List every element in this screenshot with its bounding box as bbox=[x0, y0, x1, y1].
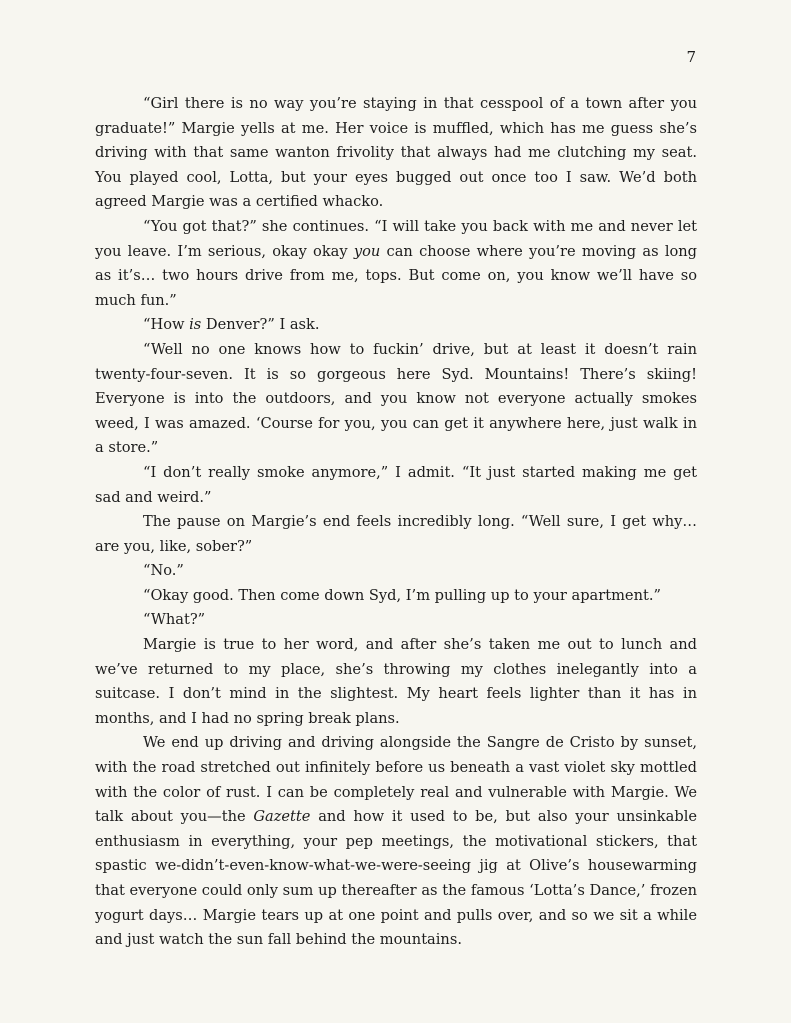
paragraph-text: can choose where you’re moving as long as it’s… two hours drive from me, tops. But come on, you know we’ll have so much fun.” bbox=[95, 242, 698, 309]
paragraph bbox=[95, 633, 697, 731]
paragraph-text: “What?” bbox=[143, 611, 206, 629]
paragraph bbox=[95, 313, 697, 338]
body-text bbox=[95, 92, 697, 953]
paragraph bbox=[95, 608, 697, 633]
paragraph-text: “You got that?” she continues. “I will take you back with me and never let you leave. I’m serious, okay okay bbox=[95, 217, 697, 260]
paragraph bbox=[95, 338, 697, 461]
paragraph-text: “Girl there is no way you’re staying in that cesspool of a town after you graduate!” Margie yells at me. Her voice is muffled, which has me guess she’s driving with that same wanton frivolity that always had me clutching my seat. You played cool, Lotta, but your eyes bugged out once too I saw. We’d both agreed Margie was a certified whacko. bbox=[95, 95, 697, 211]
paragraph bbox=[95, 731, 697, 952]
italic-text: you bbox=[353, 242, 381, 260]
page-number: 7 bbox=[686, 48, 696, 66]
paragraph-text: “I don’t really smoke anymore,” I admit. “It just started making me get sad and weird.” bbox=[95, 463, 697, 506]
paragraph bbox=[95, 559, 697, 584]
paragraph-text: and how it used to be, but also your unsinkable enthusiasm in everything, your pep meetings, the motivational stickers, that spastic we-didn’t-even-know-what-we-were-seeing jig at Olive’s housewarming that everyone could only sum up thereafter as the famous ‘Lotta’s Dance,’ frozen yogurt days… Margie tears up at one point and pulls over, and so we sit a while and just watch the sun fall behind the mountains. bbox=[95, 808, 698, 949]
paragraph bbox=[95, 461, 697, 510]
paragraph-text: Denver?” I ask. bbox=[201, 316, 320, 334]
paragraph bbox=[95, 584, 697, 609]
paragraph-text: “Okay good. Then come down Syd, I’m pulling up to your apartment.” bbox=[143, 586, 661, 604]
paragraph-text: The pause on Margie’s end feels incredibly long. “Well sure, I get why… are you, like, sober?” bbox=[95, 513, 697, 555]
paragraph-text: “How bbox=[143, 316, 190, 334]
italic-text: is bbox=[189, 316, 202, 334]
paragraph bbox=[95, 92, 697, 215]
italic-text: Gazette bbox=[253, 808, 311, 826]
paragraph bbox=[95, 510, 697, 559]
paragraph-text: We end up driving and driving alongside the Sangre de Cristo by sunset, with the road stretched out infinitely before us beneath a vast violet sky mottled with the color of rust. I can be completely real and vulnerable with Margie. We talk about you—the bbox=[95, 734, 697, 826]
paragraph-text: “Well no one knows how to fuckin’ drive, but at least it doesn’t rain twenty-four-seven. It is so gorgeous here Syd. Mountains! There’s skiing! Everyone is into the outdoors, and you know not everyone actually smokes weed, I was amazed. ‘Course for you, you can get it anywhere here, just walk in a store.” bbox=[95, 340, 697, 457]
paragraph-text: Margie is true to her word, and after she’s taken me out to lunch and we’ve returned to my place, she’s throwing my clothes inelegantly into a suitcase. I don’t mind in the slightest. My heart feels lighter than it has in months, and I had no spring break plans. bbox=[95, 636, 697, 727]
paragraph bbox=[95, 215, 697, 313]
paragraph-text: “No.” bbox=[143, 562, 184, 580]
